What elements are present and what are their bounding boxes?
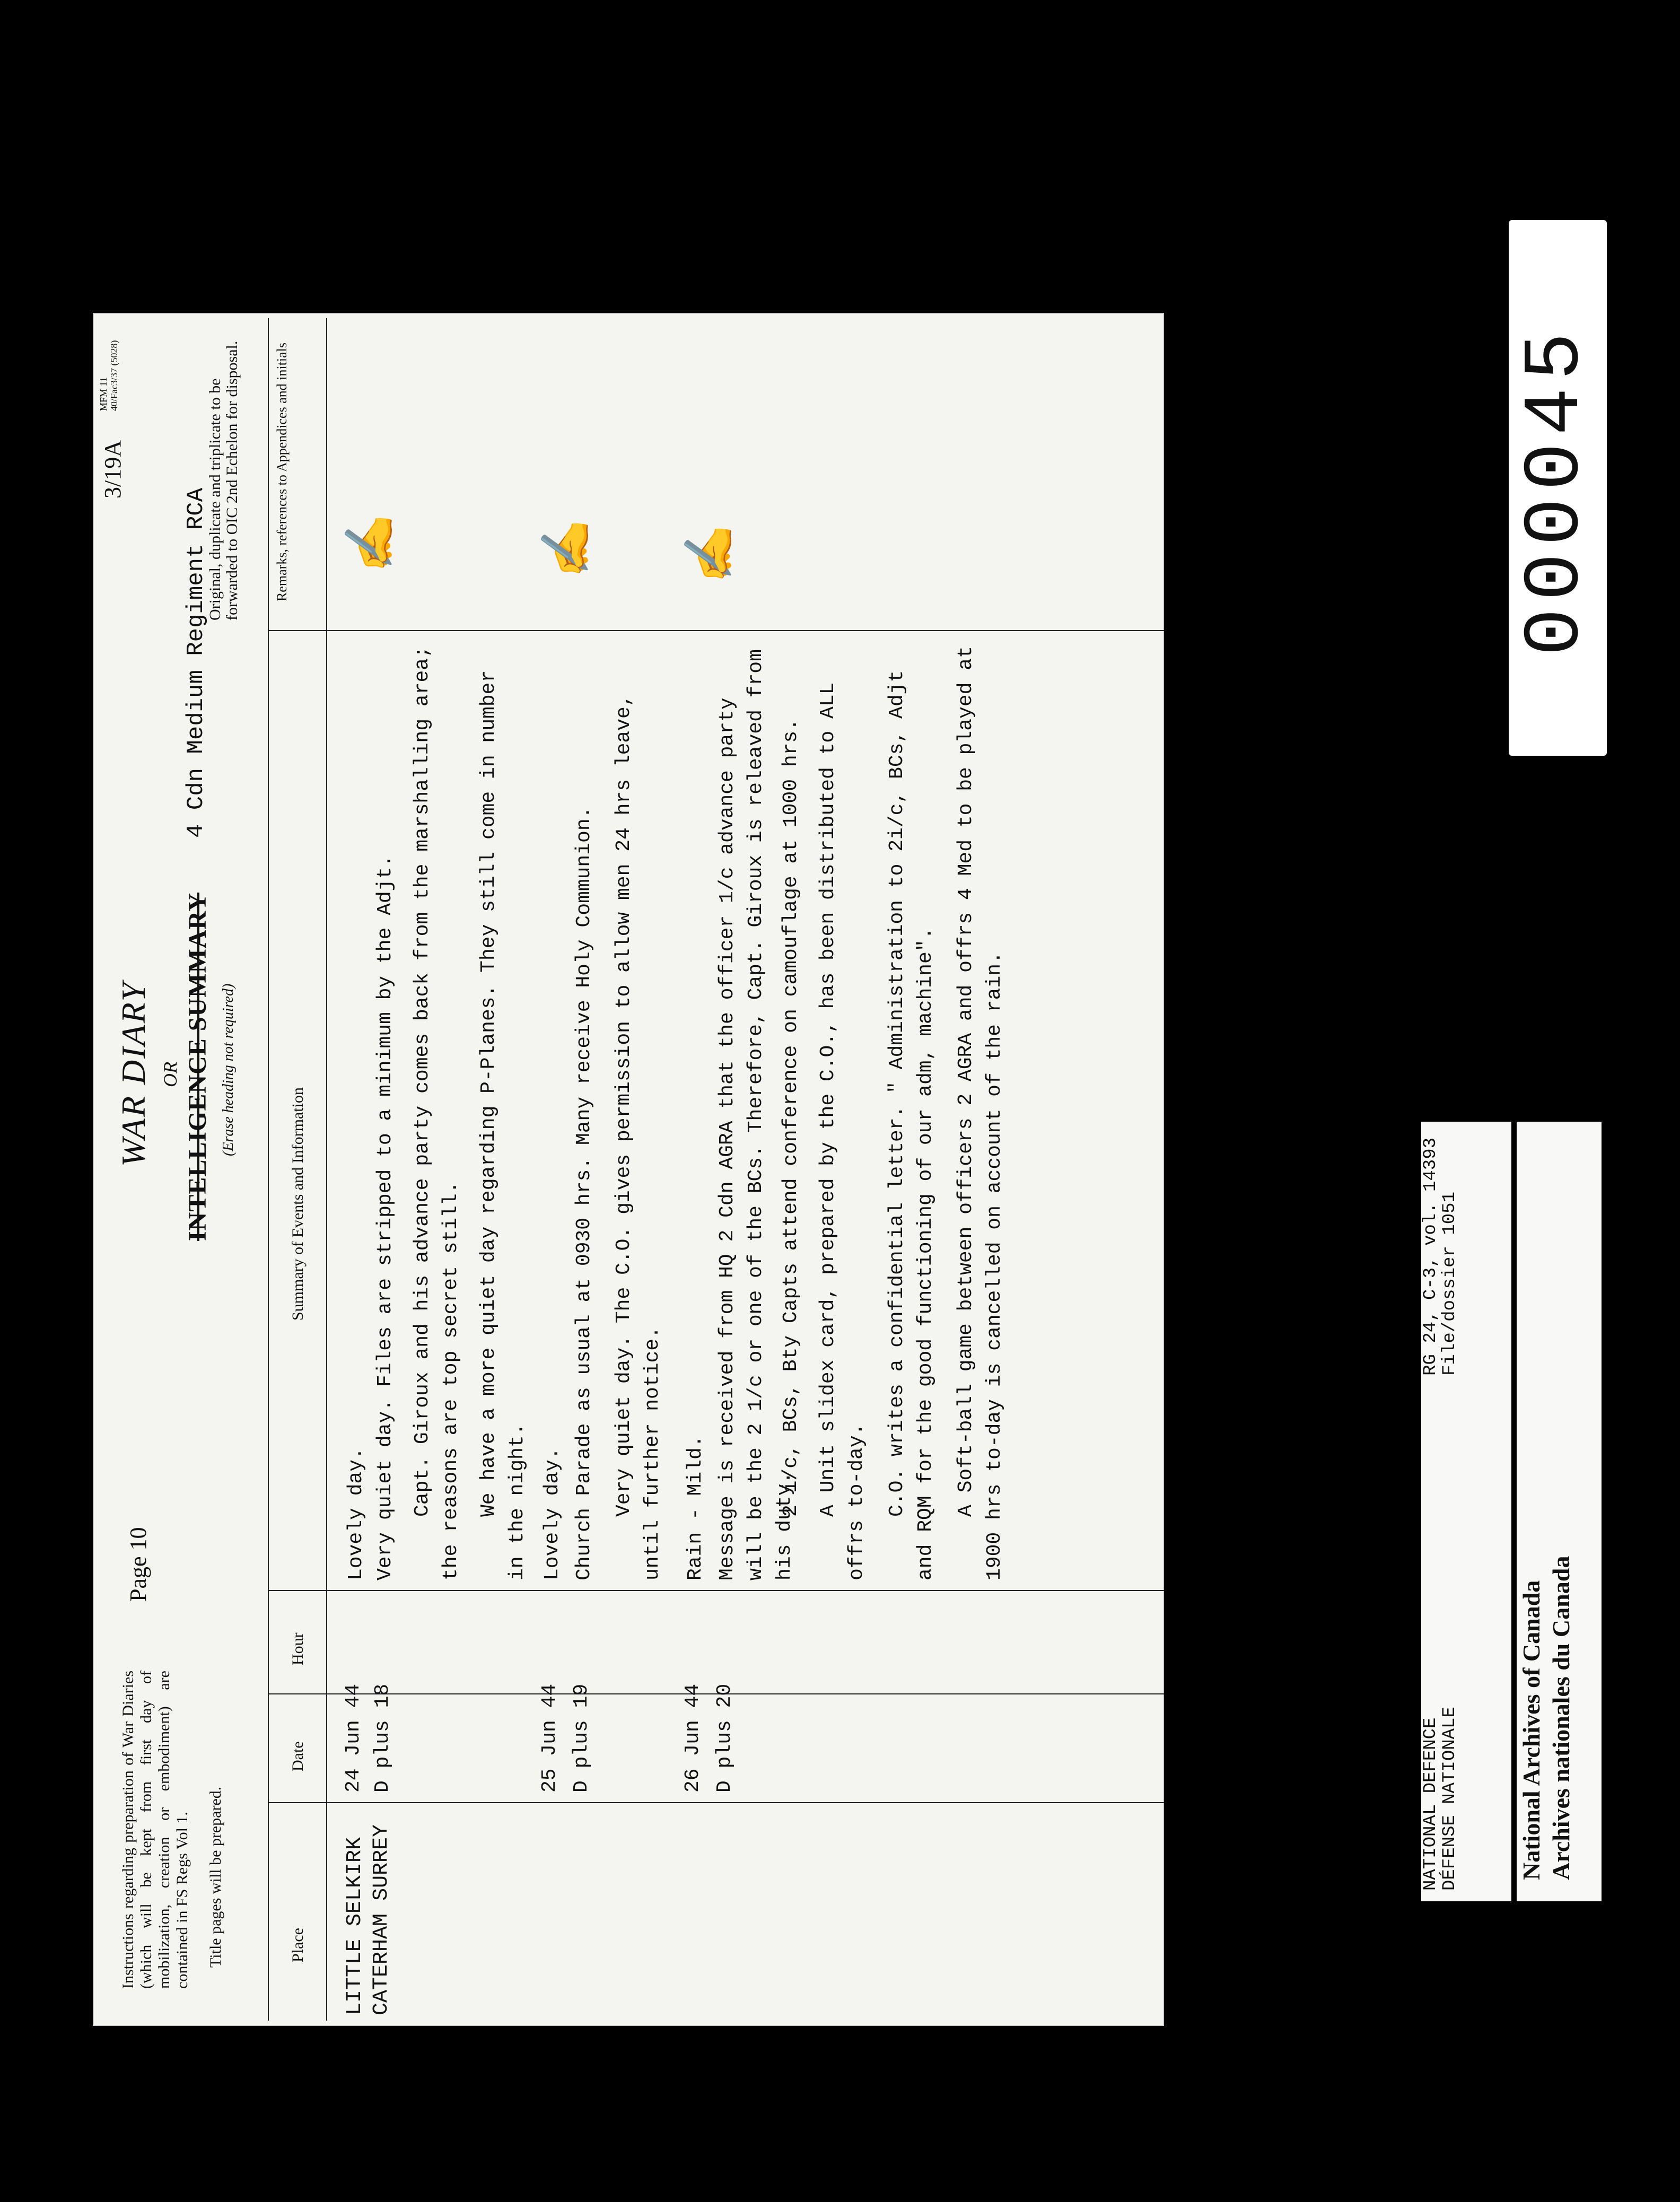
archives-en: National Archives of Canada bbox=[1518, 1580, 1545, 1880]
unit-name: 4 Cdn Medium Regiment RCA bbox=[183, 487, 209, 838]
entry-line: 2 i/c, BCs, Bty Capts attend conference on camouflage at 1000 hrs. bbox=[780, 718, 802, 1517]
entry-line: A Soft-ball game between officers 2 AGRA and offrs 4 Med to be played at 1900 hrs to-day is cancelled on account of the rain. bbox=[955, 646, 1006, 1580]
entry-line: Lovely day. bbox=[345, 1447, 368, 1580]
archives-fr: Archives nationales du Canada bbox=[1547, 1556, 1574, 1880]
col-header-summary: Summary of Events and Information bbox=[289, 1087, 307, 1321]
entry-line: Rain - Mild. bbox=[684, 1435, 707, 1580]
col-divider-place bbox=[268, 1802, 1164, 1803]
entry-line: Capt. Giroux and his advance party comes back from the marshalling area; the reasons are top secret still. bbox=[411, 646, 462, 1580]
col-header-place: Place bbox=[289, 1928, 307, 1962]
initials-mark: ✍ bbox=[538, 518, 594, 578]
entry-line: A Unit slidex card, prepared by the C.O., has been distributed to ALL offrs to-day. bbox=[817, 682, 868, 1580]
entry-line: We have a more quiet day regarding P-Planes. They still come in number in the night. bbox=[477, 670, 529, 1580]
entry-line: Very quiet day. Files are stripped to a minimum by the Adjt. bbox=[374, 854, 397, 1580]
form-number: 3/19A bbox=[100, 440, 126, 499]
archives-label bbox=[1517, 1122, 1602, 1901]
entry-line: Message is received from HQ 2 Cdn AGRA that the officer 1/c advance party will be the 2 1/c or one of the BCs. Therefore, Capt. Giroux is releaved from his duty. bbox=[716, 649, 796, 1580]
document-title: WAR DIARY bbox=[115, 981, 152, 1167]
defence-label: NATIONAL DEFENCE DÉFENSE NATIONALE bbox=[1421, 1707, 1460, 1891]
page-number: Page 10 bbox=[125, 1527, 151, 1602]
entry-line: Very quiet day. The C.O. gives permission to allow men 24 hrs leave, until further notice. bbox=[612, 694, 664, 1580]
instructions-text: Instructions regarding preparation of War Diaries (which will be kept from first day of mobilization, creation or embodiment) are contained in FS Regs Vol 1. bbox=[119, 1671, 191, 1989]
entry-date: 26 Jun 44 bbox=[681, 1683, 704, 1793]
war-diary-page bbox=[93, 313, 1164, 2026]
frame-number-stamp bbox=[1509, 220, 1607, 756]
place-value: LITTLE SELKIRK CATERHAM SURREY bbox=[343, 1824, 393, 2015]
initials-mark: ✍ bbox=[681, 523, 737, 583]
entry-day: D plus 18 bbox=[371, 1683, 394, 1793]
col-divider-hour bbox=[268, 1590, 1164, 1591]
col-header-remarks: Remarks, references to Appendices and initials bbox=[274, 342, 290, 602]
entry-day: D plus 19 bbox=[570, 1683, 593, 1793]
header-line bbox=[268, 318, 269, 2021]
entry-line: Church Parade as usual at 0930 hrs. Many receive Holy Communion. bbox=[573, 806, 596, 1580]
frame-number: 000045 bbox=[1511, 325, 1602, 657]
form-subtext: MFM 11 40/Fac3/37 (5028) bbox=[98, 340, 119, 411]
reference-number: RG 24, C-3, vol. 14393 File/dossier 1051 bbox=[1421, 1138, 1460, 1376]
entry-day: D plus 20 bbox=[713, 1683, 736, 1793]
reference-label bbox=[1421, 1122, 1511, 1901]
initials-mark: ✍ bbox=[342, 513, 398, 573]
entry-line: C.O. writes a confidential letter. " Administration to 2i/c, BCs, Adjt and RQM for the good functioning of our adm, machine". bbox=[886, 670, 937, 1580]
erase-note: (Erase heading not required) bbox=[220, 983, 237, 1156]
col-header-date: Date bbox=[289, 1741, 307, 1771]
header-bottom-line bbox=[326, 318, 327, 2021]
col-divider-summary bbox=[268, 630, 1164, 631]
title-pages-note: Title pages will be prepared. bbox=[207, 1786, 224, 1968]
alt-title-struck: INTELLIGENCE SUMMARY bbox=[183, 892, 212, 1241]
entry-line: Lovely day. bbox=[541, 1447, 564, 1580]
disposal-note: Original, duplicate and triplicate to be forwarded to OIC 2nd Echelon for disposal. bbox=[206, 340, 241, 621]
title-or: OR bbox=[160, 1062, 181, 1087]
entry-date: 25 Jun 44 bbox=[538, 1683, 561, 1793]
entry-date: 24 Jun 44 bbox=[342, 1683, 365, 1793]
col-header-hour: Hour bbox=[289, 1632, 307, 1665]
